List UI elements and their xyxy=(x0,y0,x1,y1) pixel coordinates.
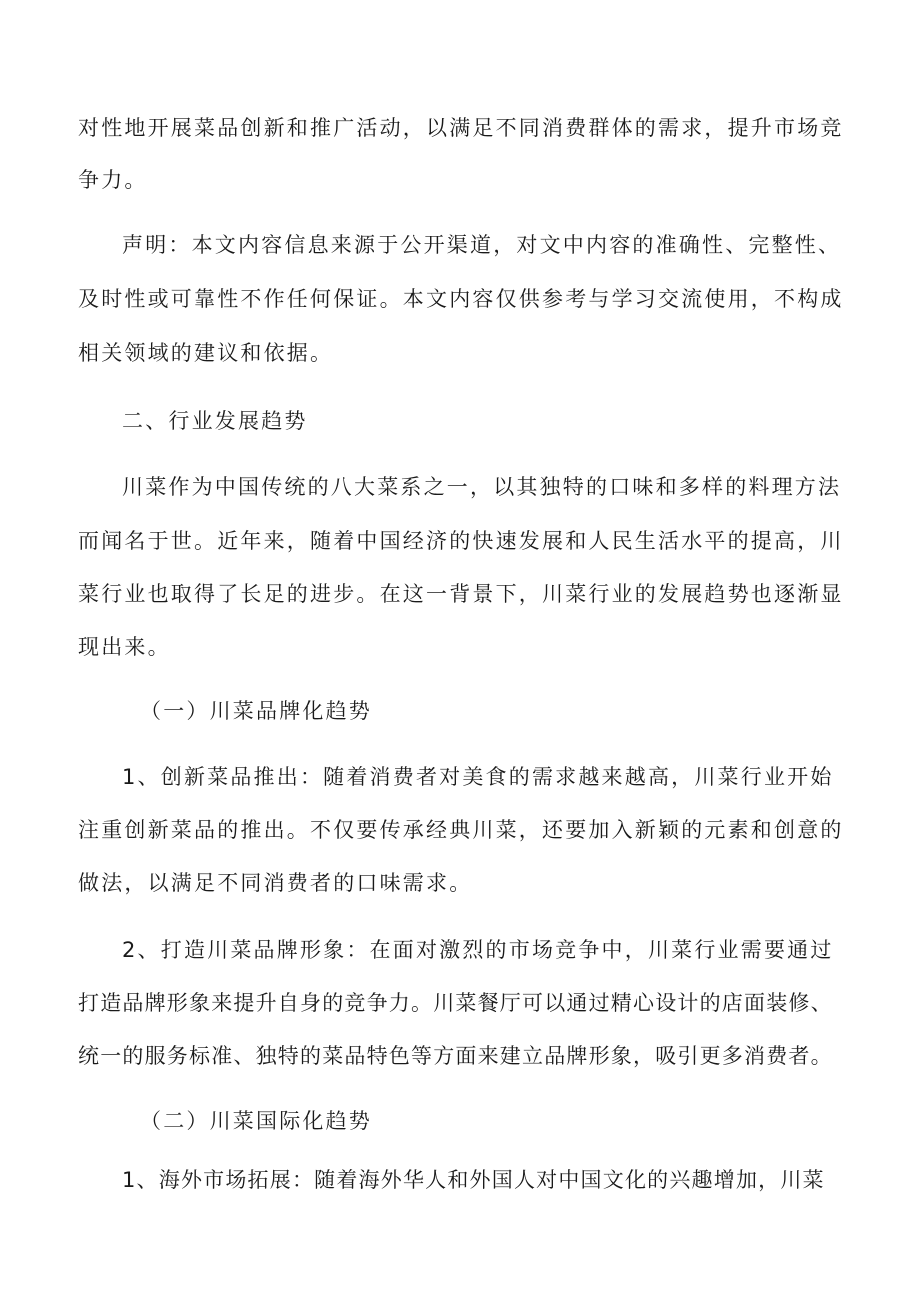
paragraph-continuation-line-2: 争力。 xyxy=(78,168,148,192)
disclaimer-line-1: 声明：本文内容信息来源于公开渠道，对文中内容的准确性、完整性、 xyxy=(122,233,842,257)
section-intro-line-4: 现出来。 xyxy=(78,635,171,659)
brand-item-1-line-3: 做法，以满足不同消费者的口味需求。 xyxy=(78,871,473,895)
brand-item-2-line-2: 打造品牌形象来提升自身的竞争力。川菜餐厅可以通过精心设计的店面装修、 xyxy=(78,991,833,1015)
disclaimer-line-2: 及时性或可靠性不作任何保证。本文内容仅供参考与学习交流使用，不构成 xyxy=(78,287,844,311)
section-intro-line-2: 而闻名于世。近年来，随着中国经济的快速发展和人民生活水平的提高，川 xyxy=(78,529,844,553)
section-intro-line-3: 菜行业也取得了长足的进步。在这一背景下，川菜行业的发展趋势也逐渐显 xyxy=(78,582,844,606)
international-item-1-line-1: 1、海外市场拓展：随着海外华人和外国人对中国文化的兴趣增加，川菜 xyxy=(122,1168,825,1192)
brand-item-1-line-1: 1、创新菜品推出：随着消费者对美食的需求越来越高，川菜行业开始 xyxy=(122,765,834,789)
paragraph-continuation-line-1: 对性地开展菜品创新和推广活动，以满足不同消费群体的需求，提升市场竞 xyxy=(78,116,844,140)
brand-item-2-line-3: 统一的服务标准、独特的菜品特色等方面来建立品牌形象，吸引更多消费者。 xyxy=(78,1044,833,1068)
section-intro-line-1: 川菜作为中国传统的八大菜系之一，以其独特的口味和多样的料理方法 xyxy=(122,475,842,499)
brand-item-1-line-2: 注重创新菜品的推出。不仅要传承经典川菜，还要加入新颖的元素和创意的 xyxy=(78,818,844,842)
subheading-brand: （一）川菜品牌化趋势 xyxy=(140,699,372,723)
brand-item-2-line-1: 2、打造川菜品牌形象：在面对激烈的市场竞争中，川菜行业需要通过 xyxy=(122,938,834,962)
subheading-international: （二）川菜国际化趋势 xyxy=(140,1109,372,1133)
disclaimer-line-3: 相关领域的建议和依据。 xyxy=(78,341,334,365)
section-heading: 二、行业发展趋势 xyxy=(122,409,308,433)
